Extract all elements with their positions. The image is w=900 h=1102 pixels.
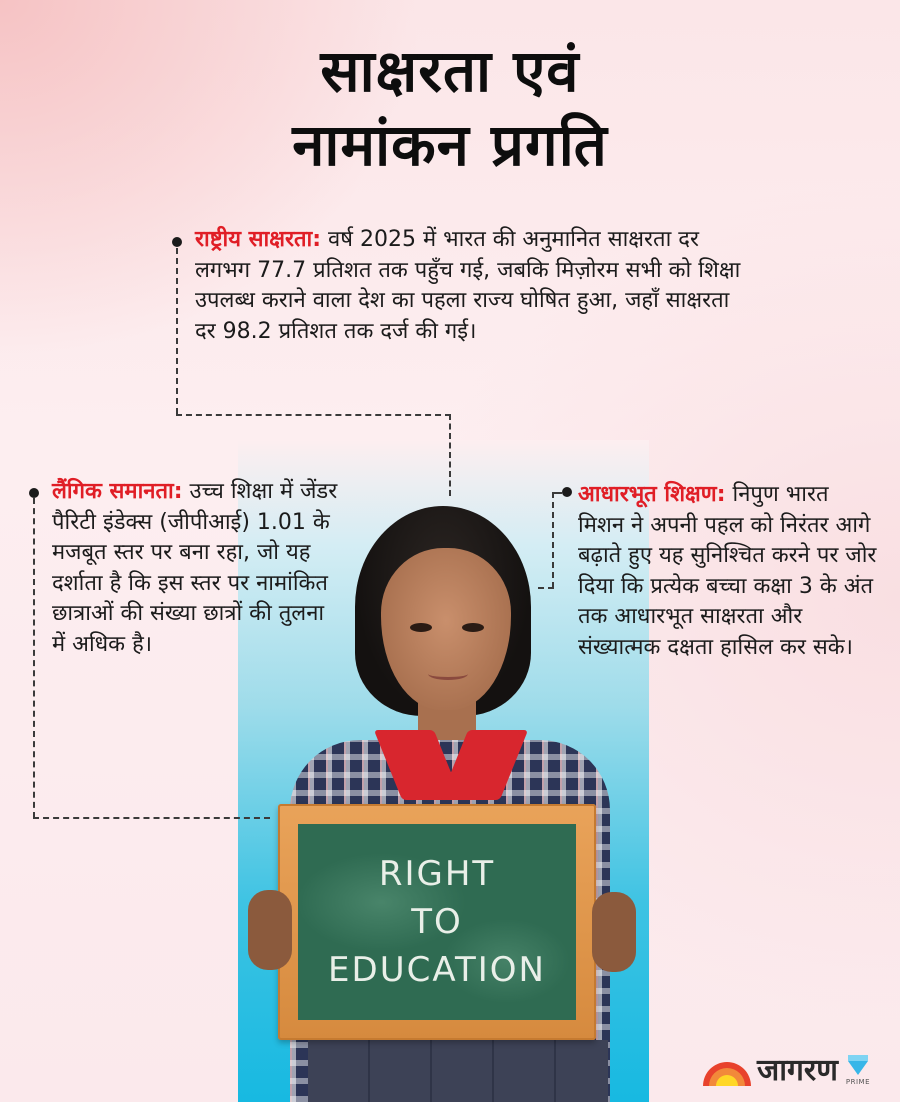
connector-line (449, 414, 451, 496)
board-line-2: TO (411, 902, 463, 942)
photo-smile (428, 668, 468, 680)
connector-line (538, 587, 554, 589)
national-literacy-heading: राष्ट्रीय साक्षरता: (195, 227, 322, 252)
bullet-dot-icon (29, 488, 39, 498)
chalkboard (278, 804, 596, 1040)
info-national-literacy (195, 225, 755, 347)
bullet-dot-icon (562, 487, 572, 497)
rising-sun-icon (703, 1060, 751, 1086)
info-gender-parity (52, 477, 342, 660)
connector-line (552, 492, 554, 588)
photo-eye-right (462, 623, 484, 632)
connector-line (176, 248, 178, 414)
photo-hand-right (592, 892, 636, 972)
foundational-learning-body: निपुण भारत मिशन ने अपनी पहल को निरंतर आगे बढ़ाते हुए यह सुनिश्चित करने पर जोर दिया कि प्रत्येक बच्चा कक्षा 3 के अंत तक आधारभूत साक्षरता और संख्यात्मक दक्षता हासिल कर सके। (578, 482, 877, 660)
prime-badge (846, 1061, 870, 1086)
jagran-prime-logo (703, 1052, 870, 1086)
photo-eye-left (410, 623, 432, 632)
connector-line (33, 498, 35, 818)
logo-wordmark: जागरण (757, 1053, 838, 1088)
title-line-1: साक्षरता एवं (320, 37, 580, 105)
board-line-3: EDUCATION (328, 950, 546, 990)
gender-parity-heading: लैंगिक समानता: (52, 479, 183, 504)
photo-hand-left (248, 890, 292, 970)
foundational-learning-heading: आधारभूत शिक्षण: (578, 482, 726, 507)
connector-line (33, 817, 270, 819)
diamond-icon (848, 1061, 868, 1075)
national-literacy-body: वर्ष 2025 में भारत की अनुमानित साक्षरता दर लगभग 77.7 प्रतिशत तक पहुँच गई, जबकि मिज़ोरम सभी को शिक्षा उपलब्ध कराने वाला देश का पहला राज्य घोषित हुआ, जहाँ साक्षरता दर 98.2 प्रतिशत तक दर्ज की गई। (195, 227, 741, 344)
title-line-2: नामांकन प्रगति (292, 111, 608, 179)
prime-label: PRIME (845, 1078, 871, 1086)
connector-line (176, 414, 451, 416)
gender-parity-body: उच्च शिक्षा में जेंडर पैरिटी इंडेक्स (जीपीआई) 1.01 के मजबूत स्तर पर बना रहा, जो यह दर्शाता है कि इस स्तर पर नामांकित छात्राओं की संख्या छात्रों की तुलना में अधिक है। (52, 479, 338, 657)
info-foundational-learning (578, 480, 878, 663)
page-title (0, 34, 900, 182)
bullet-dot-icon (172, 237, 182, 247)
photo-skirt (308, 1040, 608, 1102)
chalkboard-slate (298, 824, 576, 1020)
board-line-1: RIGHT (378, 854, 496, 894)
